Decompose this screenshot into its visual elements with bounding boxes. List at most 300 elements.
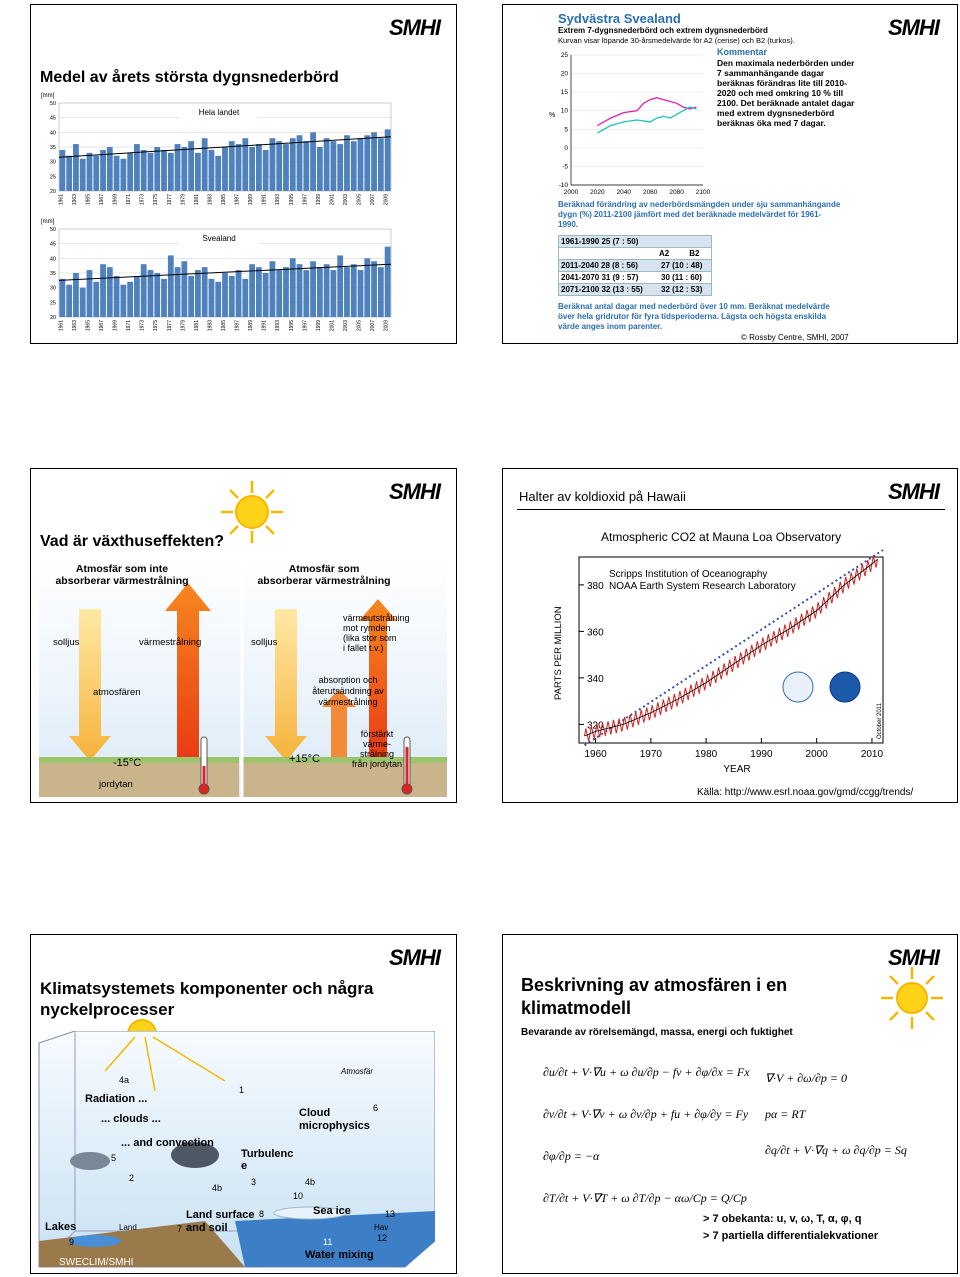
x-tick-label: 2005 xyxy=(356,194,363,206)
bar xyxy=(331,270,337,317)
x-axis-label: YEAR xyxy=(723,764,751,775)
y-tick-label: 35 xyxy=(49,271,56,277)
bar xyxy=(134,276,140,317)
x-tick-label: 1997 xyxy=(302,320,309,332)
bar xyxy=(317,267,323,317)
bar xyxy=(127,282,133,317)
x-tick-label: 2100 xyxy=(695,189,711,196)
bar xyxy=(80,288,86,317)
y-tick-label: 45 xyxy=(49,115,56,122)
scenario-line-chart xyxy=(543,47,713,202)
x-tick-label: 2080 xyxy=(669,189,684,196)
x-tick-label: 1993 xyxy=(275,194,282,206)
label-turbulence-2: e xyxy=(241,1160,248,1172)
bar xyxy=(337,144,343,191)
bar xyxy=(87,153,93,191)
table-row: 2041-2070 31 (9 : 57) 30 (11 : 60) xyxy=(558,272,712,284)
bar xyxy=(60,279,66,317)
absorption-label xyxy=(293,675,403,708)
y-axis-label: % xyxy=(549,112,556,119)
bar xyxy=(256,267,262,317)
temp-left: -15°C xyxy=(113,757,142,769)
utstralning-label xyxy=(343,613,410,653)
chart-title: Hela landet xyxy=(198,108,240,117)
bar xyxy=(371,132,377,191)
kommentar-line: med extrem dygnsnederbörd xyxy=(717,108,835,118)
bar xyxy=(80,159,86,191)
forstarkt-label xyxy=(351,729,403,769)
bar xyxy=(324,138,330,191)
jordytan-label: jordytan xyxy=(99,779,133,790)
note-unknowns: > 7 obekanta: u, v, ω, T, α, φ, q xyxy=(703,1213,862,1225)
bar xyxy=(364,258,370,317)
subtitle-1: Extrem 7-dygnsnederbörd och extrem dygnsnederbörd xyxy=(558,26,768,35)
bar xyxy=(371,261,377,317)
x-tick-label: 1985 xyxy=(221,194,227,206)
slide-greenhouse xyxy=(30,468,457,803)
label-4b-2: 4b xyxy=(305,1177,316,1187)
label-line: strålning xyxy=(359,749,395,759)
label-2: 2 xyxy=(129,1173,135,1183)
co2-chart xyxy=(533,521,953,781)
bar xyxy=(283,267,289,317)
smhi-logo: SMHI xyxy=(389,15,440,40)
x-tick-label: 1981 xyxy=(193,194,200,206)
bar xyxy=(127,153,133,191)
bar xyxy=(87,270,93,317)
bar xyxy=(66,285,72,317)
kommentar-line: Den maximala nederbörden under xyxy=(717,58,855,68)
x-tick-label: 2003 xyxy=(342,194,349,206)
x-tick-label: 2007 xyxy=(370,194,377,206)
slide-precip-max xyxy=(30,4,457,344)
x-tick-label: 1995 xyxy=(288,320,295,332)
x-tick-label: 1991 xyxy=(261,320,268,332)
footer-note xyxy=(558,302,898,332)
bar xyxy=(202,138,208,191)
col-b2: B2 xyxy=(689,249,700,258)
label-land-surface: Land surface xyxy=(186,1209,255,1221)
atmosfaren-label: atmosfären xyxy=(93,687,141,698)
kommentar-line: 2020 och med omkring 10 % till xyxy=(717,88,844,98)
kommentar-line: 7 sammanhängande dagar xyxy=(717,68,825,78)
y-tick-label: 10 xyxy=(560,107,568,115)
y-axis-label: [mm] xyxy=(41,219,55,225)
copyright: © Rossby Centre, SMHI, 2007 xyxy=(741,333,849,342)
y-tick-label: 20 xyxy=(560,70,568,78)
x-tick-label: 1985 xyxy=(221,320,227,332)
label-land: Land xyxy=(119,1223,137,1232)
caption-line: 1990. xyxy=(558,220,579,229)
label-convection: ... and convection xyxy=(121,1137,214,1149)
x-tick-label: 1987 xyxy=(234,320,241,332)
bar xyxy=(222,147,228,191)
title-rule xyxy=(517,509,945,510)
bar xyxy=(290,258,296,317)
label-hav: Hav xyxy=(374,1223,389,1232)
kommentar-heading: Kommentar xyxy=(717,47,768,57)
bar xyxy=(263,273,269,317)
legend-entry: NOAA Earth System Research Laboratory xyxy=(609,581,796,592)
days-table xyxy=(558,235,712,296)
bar xyxy=(263,150,269,191)
label-line: mot rymden xyxy=(343,623,391,633)
label-10: 10 xyxy=(293,1191,304,1201)
source: Källa: http://www.esrl.noaa.gov/gmd/ccgg/trends/ xyxy=(697,787,914,798)
label-line: värme- xyxy=(362,739,391,749)
label-line: absorption och xyxy=(318,675,378,685)
equation-phi: ∂φ/∂p = −α xyxy=(543,1149,600,1163)
bar xyxy=(303,270,309,317)
bar xyxy=(222,273,228,317)
label-cloud-micro-2: microphysics xyxy=(299,1120,370,1132)
bar xyxy=(215,156,221,191)
y-tick-label: 340 xyxy=(587,673,604,685)
bar xyxy=(249,147,255,191)
label-3: 3 xyxy=(251,1177,257,1187)
label-11: 11 xyxy=(323,1237,333,1247)
y-tick-label: 30 xyxy=(49,285,56,292)
x-tick-label: 1970 xyxy=(639,749,662,760)
smhi-logo: SMHI xyxy=(389,479,440,504)
bar xyxy=(181,261,187,317)
x-tick-label: 2001 xyxy=(329,320,336,332)
bar xyxy=(209,279,215,317)
x-tick-label: 1987 xyxy=(234,194,241,206)
bar xyxy=(175,144,181,191)
equation-T: ∂T/∂t + V·∇T + ω ∂T/∂p − αω/Cp = Q/Cp xyxy=(543,1191,747,1205)
slide-title: Sydvästra Svealand xyxy=(558,11,681,26)
climate-diagram xyxy=(35,1031,435,1271)
bar xyxy=(270,138,276,191)
bar xyxy=(202,267,208,317)
bar xyxy=(66,156,72,191)
x-tick-label: 2010 xyxy=(860,749,884,760)
x-tick-label: 1975 xyxy=(153,194,160,206)
bar xyxy=(276,141,282,191)
x-tick-label: 1961 xyxy=(58,194,65,206)
slide-title-1: Klimatsystemets komponenter och några xyxy=(40,979,374,998)
label-13: 13 xyxy=(385,1209,396,1219)
y-tick-label: 40 xyxy=(49,256,56,263)
x-tick-label: 2040 xyxy=(616,189,632,196)
label-and-soil: and soil xyxy=(186,1222,228,1234)
bar xyxy=(351,141,357,191)
bar xyxy=(168,153,174,191)
bar xyxy=(100,264,106,317)
equation-u: ∂u/∂t + V·∇u + ω ∂u/∂p − fv + ∂φ/∂x = Fx xyxy=(543,1065,750,1079)
scripps-logo xyxy=(783,672,813,702)
y-axis-label: PARTS PER MILLION xyxy=(553,606,564,700)
y-tick-label: 50 xyxy=(49,101,56,107)
y-tick-label: 20 xyxy=(49,189,56,195)
x-tick-label: 1993 xyxy=(275,320,282,332)
x-tick-label: 1979 xyxy=(180,194,187,206)
bar xyxy=(120,285,126,317)
label-line: värmestrålning xyxy=(318,697,378,707)
x-tick-label: 1977 xyxy=(166,194,173,206)
x-tick-label: 1995 xyxy=(288,194,295,206)
heading-line: absorberar värmestrålning xyxy=(55,575,189,587)
bar xyxy=(256,144,262,191)
temp-right: +15°C xyxy=(289,753,321,765)
x-tick-label: 1981 xyxy=(193,320,200,332)
x-tick-label: 1963 xyxy=(71,194,78,206)
x-tick-label: 2000 xyxy=(805,749,828,760)
bar xyxy=(215,282,221,317)
x-tick-label: 1979 xyxy=(180,320,187,332)
x-tick-label: 1975 xyxy=(153,320,160,332)
kommentar-line: 2100. Det beräknade antalet dagar xyxy=(717,98,855,108)
subtitle: Bevarande av rörelsemängd, massa, energi och fuktighet xyxy=(521,1027,793,1038)
y-tick-label: 50 xyxy=(49,227,56,233)
x-tick-label: 1999 xyxy=(315,320,322,332)
bar xyxy=(195,153,201,191)
y-tick-label: 5 xyxy=(564,126,568,134)
label-footer: SWECLIM/SMHI xyxy=(59,1257,134,1268)
label-9: 9 xyxy=(69,1237,75,1247)
label-turbulence: Turbulenc xyxy=(241,1148,294,1160)
x-tick-label: 2020 xyxy=(590,189,605,196)
bar xyxy=(310,261,316,317)
varmestralning-label: värmestrålning xyxy=(139,637,202,648)
bar xyxy=(134,144,140,191)
caption-line: Beräknad förändring av nederbördsmängden under sju sammanhängande xyxy=(558,200,841,209)
bar xyxy=(73,144,79,191)
y-tick-label: 0 xyxy=(564,144,568,152)
bar xyxy=(297,264,303,317)
label-radiation: Radiation ... xyxy=(85,1093,148,1105)
bar xyxy=(120,159,126,191)
smhi-logo: SMHI xyxy=(888,479,939,504)
y-tick-label: 380 xyxy=(587,580,604,592)
col-a2: A2 xyxy=(659,249,670,258)
bar xyxy=(107,267,113,317)
slide-co2 xyxy=(502,468,958,803)
bar xyxy=(114,156,120,191)
x-tick-label: 1969 xyxy=(112,194,119,206)
x-tick-label: 2005 xyxy=(356,320,363,332)
bar xyxy=(358,270,364,317)
label-line: från jordytan xyxy=(351,759,403,769)
x-tick-label: 1971 xyxy=(126,194,133,206)
y-tick-label: 45 xyxy=(49,241,56,248)
bar xyxy=(168,255,174,317)
bar xyxy=(236,270,242,317)
heading-line: Atmosfär som inte xyxy=(75,563,169,575)
label-7: 7 xyxy=(177,1224,183,1234)
smhi-logo: SMHI xyxy=(888,15,939,40)
label-12: 12 xyxy=(377,1233,388,1243)
x-tick-label: 2009 xyxy=(383,194,390,206)
equation-q: ∂q/∂t + V·∇q + ω ∂q/∂p = Sq xyxy=(765,1143,907,1157)
bar xyxy=(242,279,248,317)
label-1: 1 xyxy=(239,1085,245,1095)
bar xyxy=(148,153,154,191)
x-tick-label: 1969 xyxy=(112,320,119,332)
smhi-logo: SMHI xyxy=(888,945,939,970)
x-tick-label: 1971 xyxy=(126,320,133,332)
slide-svealand-scenario xyxy=(502,4,958,344)
slide-title: Vad är växthuseffekten? xyxy=(40,533,225,550)
bar xyxy=(229,276,235,317)
y-tick-label: -5 xyxy=(562,163,568,171)
x-tick-label: 1990 xyxy=(750,749,773,760)
x-tick-label: 1983 xyxy=(207,194,214,206)
note-equations: > 7 partiella differentialekvationer xyxy=(703,1230,879,1242)
chart-title: Atmospheric CO2 at Mauna Loa Observatory xyxy=(601,530,842,544)
bar xyxy=(351,264,357,317)
slide-title-1: Beskrivning av atmosfären i en xyxy=(521,975,788,995)
bar xyxy=(195,270,201,317)
y-tick-label: 15 xyxy=(560,89,568,97)
slide-title: Halter av koldioxid på Hawaii xyxy=(519,489,686,504)
label-atmosfar: Atmosfär xyxy=(341,1067,374,1076)
bar xyxy=(181,147,187,191)
x-tick-label: 2003 xyxy=(342,320,349,332)
bar xyxy=(344,267,350,317)
bar xyxy=(100,150,106,191)
y-tick-label: 35 xyxy=(49,145,56,151)
table-row xyxy=(558,248,712,260)
y-tick-label: 360 xyxy=(587,627,604,639)
x-tick-label: 1967 xyxy=(99,320,106,332)
figure-caption xyxy=(558,200,888,230)
x-tick-label: 2007 xyxy=(370,320,377,332)
smhi-logo: SMHI xyxy=(389,945,440,970)
x-tick-label: 1989 xyxy=(248,320,255,332)
bar xyxy=(358,138,364,191)
equation-v: ∂v/∂t + V·∇v + ω ∂v/∂p + fu + ∂φ/∂y = Fy xyxy=(543,1107,749,1121)
bar xyxy=(60,150,66,191)
slide-title-2: klimatmodell xyxy=(521,998,632,1018)
slide-title-2: nyckelprocesser xyxy=(40,1000,175,1019)
bar xyxy=(154,273,160,317)
chart-title: Svealand xyxy=(202,234,236,243)
noaa-logo xyxy=(830,672,860,702)
label-4b: 4b xyxy=(212,1183,223,1193)
legend-entry: Scripps Institution of Oceanography xyxy=(609,569,768,580)
subtitle-2: Kurvan visar löpande 30-årsmedelvärde för A2 (cerise) och B2 (turkos). xyxy=(558,36,795,45)
equation-continuity: ∇·V + ∂ω/∂p = 0 xyxy=(765,1071,848,1085)
bar xyxy=(154,147,160,191)
x-tick-label: 1960 xyxy=(584,749,607,760)
table-row: 2011-2040 28 (8 : 56) 27 (10 : 48) xyxy=(558,260,712,272)
x-tick-label: 1989 xyxy=(248,194,255,206)
x-tick-label: 1961 xyxy=(58,320,65,332)
bar xyxy=(378,138,384,191)
footer-line: Beräknat antal dagar med nederbörd över 10 mm. Beräknat medelvärde xyxy=(558,302,830,311)
x-tick-label: 1973 xyxy=(139,194,146,206)
table-row: 1961-1990 25 (7 : 50) xyxy=(558,235,712,248)
label-line: i fallet t.v.) xyxy=(343,643,384,653)
bar xyxy=(148,270,154,317)
x-tick-label: 1983 xyxy=(207,320,214,332)
label-clouds: ... clouds ... xyxy=(101,1113,161,1125)
bar xyxy=(364,135,370,191)
x-tick-label: 1973 xyxy=(139,320,146,332)
bar xyxy=(236,144,242,191)
bar xyxy=(141,150,147,191)
x-tick-label: 2001 xyxy=(329,194,336,206)
y-tick-label: 320 xyxy=(587,720,604,732)
bar xyxy=(209,150,215,191)
label-4a: 4a xyxy=(119,1075,130,1085)
bar xyxy=(229,141,235,191)
table-row: 2071-2100 32 (13 : 55) 32 (12 : 53) xyxy=(558,284,712,296)
x-tick-label: 1963 xyxy=(71,320,78,332)
bar xyxy=(331,141,337,191)
label-8: 8 xyxy=(259,1209,265,1219)
bar xyxy=(188,276,194,317)
x-tick-label: 2000 xyxy=(563,189,579,196)
solljus-label: solljus xyxy=(53,637,80,648)
label-line: (lika stor som xyxy=(343,633,397,643)
label-line: förstärkt xyxy=(360,729,394,739)
label-cloud-micro: Cloud xyxy=(299,1107,331,1119)
y-tick-label: 40 xyxy=(49,130,56,137)
y-axis-label: [mm] xyxy=(41,93,55,99)
bar-chart-svealand xyxy=(39,215,399,333)
side-label: October 2011 xyxy=(877,703,883,739)
slide-title: Medel av årets största dygnsnederbörd xyxy=(40,69,339,86)
solljus-label-right: solljus xyxy=(251,637,278,648)
bar xyxy=(378,267,384,317)
label-5: 5 xyxy=(111,1153,117,1163)
right-heading xyxy=(249,563,399,587)
sun-icon xyxy=(217,477,287,547)
heading-line: absorberar värmestrålning xyxy=(257,575,391,587)
bar xyxy=(276,270,282,317)
y-tick-label: 30 xyxy=(49,159,56,166)
label-lakes: Lakes xyxy=(45,1221,77,1233)
slide-atmosphere-model xyxy=(502,934,958,1274)
bar xyxy=(344,135,350,191)
greenhouse-diagram xyxy=(39,561,447,797)
x-tick-label: 1999 xyxy=(315,194,322,206)
bar xyxy=(324,264,330,317)
kommentar-line: beräknas öka med 7 dagar. xyxy=(717,118,826,128)
bar xyxy=(93,156,99,191)
bar xyxy=(93,282,99,317)
heading-line: Atmosfär som xyxy=(288,563,360,575)
bar-chart-hela-landet xyxy=(39,89,399,207)
x-tick-label: 2060 xyxy=(642,189,658,196)
x-tick-label: 2009 xyxy=(383,320,390,332)
bar xyxy=(114,276,120,317)
bar xyxy=(303,141,309,191)
label-sea-ice: Sea ice xyxy=(313,1205,351,1217)
kommentar-text xyxy=(717,58,877,128)
slide-climate-system xyxy=(30,934,457,1274)
x-tick-label: 1997 xyxy=(302,194,309,206)
label-line: återutsändning av xyxy=(312,686,384,696)
label-6: 6 xyxy=(373,1103,379,1113)
bar xyxy=(141,264,147,317)
y-tick-label: 25 xyxy=(49,174,56,181)
x-tick-label: 1991 xyxy=(261,194,268,206)
y-tick-label: 25 xyxy=(560,52,568,59)
bar xyxy=(290,138,296,191)
bar xyxy=(317,147,323,191)
x-tick-label: 1965 xyxy=(85,194,92,206)
bar xyxy=(161,150,167,191)
x-tick-label: 1977 xyxy=(166,320,173,332)
label-line: värmeutstrålning xyxy=(343,613,410,623)
x-tick-label: 1965 xyxy=(85,320,92,332)
caption-line: dygn (%) 2011-2100 jämfört med det beräknade medelvärdet för 1961- xyxy=(558,210,822,219)
left-heading xyxy=(47,563,197,587)
